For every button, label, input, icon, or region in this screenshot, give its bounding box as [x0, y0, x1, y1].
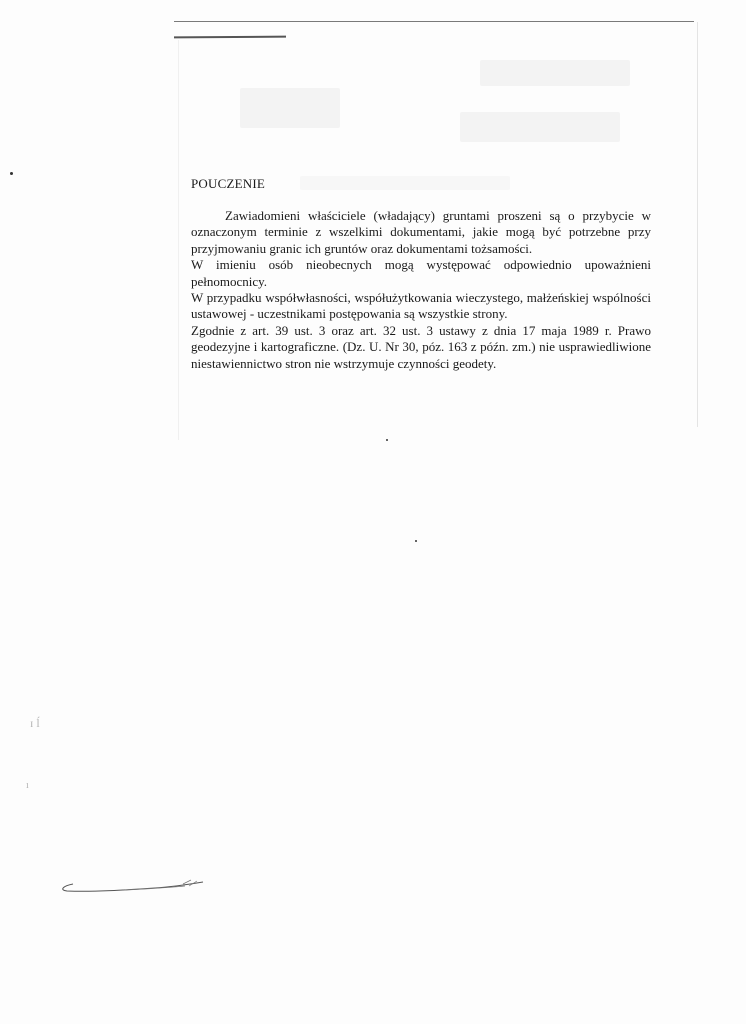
paragraph-proxies: W imieniu osób nieobecnych mogą występować odpowiednio upoważnieni pełnomocnicy. — [191, 257, 651, 289]
top-rule-heavy-segment — [174, 36, 286, 39]
scan-speck — [10, 172, 13, 175]
bleed-through-block — [480, 60, 630, 86]
document-heading: POUCZENIE — [191, 176, 266, 191]
scan-speck — [386, 439, 388, 441]
paragraph-legal-basis: Zgodnie z art. 39 ust. 3 oraz art. 32 ust. 3 ustawy z dnia 17 maja 1989 r. Prawo geodezyjne i kartograficzne. (Dz. U. Nr 30, póz. 163 z późn. zm.) nie usprawiedliwione niestawiennictwo stron nie wstrzymuje czynności geodety. — [191, 322, 651, 371]
paragraph-attendance: Zawiadomieni właściciele (władający) gruntami proszeni są o przybycie w oznaczonym terminie z wszelkimi dokumentami, jakie mogą być potrzebne przy przyjmowaniu granic ich gruntów oraz dokumentami tożsamości. — [191, 208, 651, 256]
signature-scribble — [55, 876, 215, 898]
paragraph-co-ownership: W przypadku współwłasności, współużytkowania wieczystego, małżeńskiej wspólności ustawowej - uczestnikami postępowania są wszystkie strony. — [191, 290, 651, 322]
bleed-through-block — [460, 112, 620, 142]
sheet-edge-right — [697, 22, 698, 427]
top-rule-line — [174, 21, 694, 22]
margin-mark: ı — [26, 780, 29, 791]
scan-speck — [415, 540, 417, 542]
margin-mark: ɪ ĺ — [30, 716, 40, 730]
document-body — [191, 176, 651, 372]
bleed-through-block — [240, 88, 340, 128]
sheet-edge-left — [178, 40, 179, 440]
